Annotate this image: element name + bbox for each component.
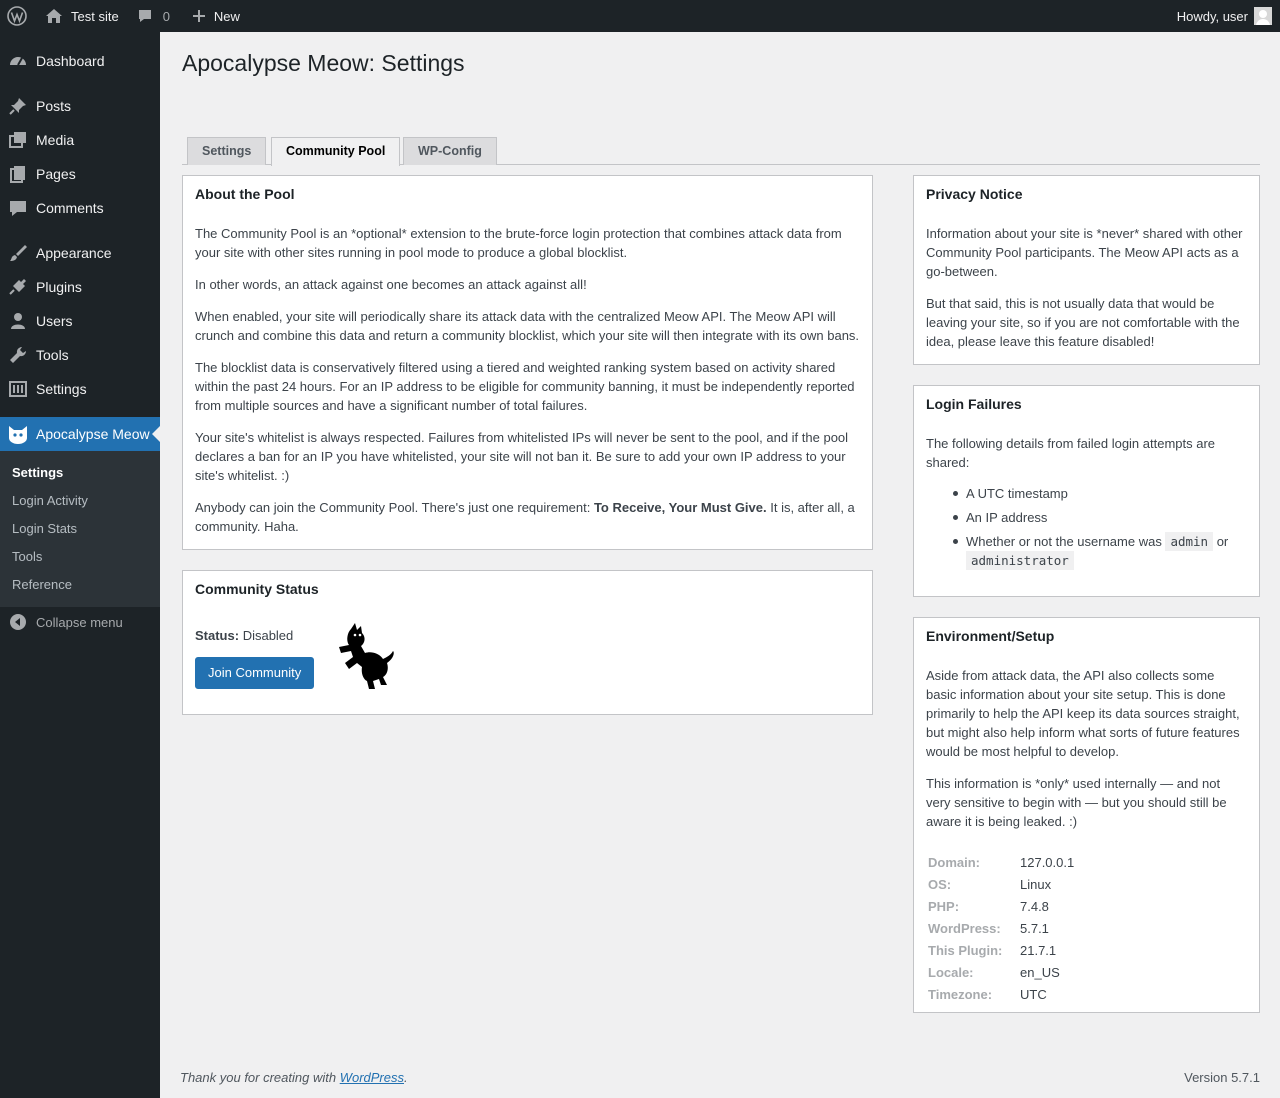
- comments-count: 0: [162, 8, 170, 24]
- code-admin: admin: [1165, 532, 1213, 551]
- list-item-text: Whether or not the username was: [966, 534, 1166, 549]
- pages-icon: [0, 164, 36, 184]
- env-key: This Plugin:: [928, 942, 1003, 958]
- code-administrator: administrator: [966, 551, 1074, 570]
- environment-table: [928, 851, 1074, 1005]
- menu-label: Dashboard: [36, 53, 105, 69]
- menu-settings[interactable]: [0, 372, 160, 406]
- menu-dashboard[interactable]: [0, 44, 160, 78]
- login-failures-list: [966, 484, 1247, 575]
- collapse-menu-button[interactable]: [0, 610, 160, 634]
- menu-label: Appearance: [36, 245, 112, 261]
- privacy-paragraph-1: Information about your site is *never* shared with other Community Pool participants. The Meow API acts as a go-between.: [926, 226, 1243, 279]
- comment-icon: [0, 198, 36, 218]
- menu-label: Apocalypse Meow: [36, 426, 150, 442]
- menu-tools[interactable]: [0, 338, 160, 372]
- menu-comments[interactable]: [0, 191, 160, 225]
- environment-paragraph-2: This information is *only* used internally — and not very sensitive to begin with — but you should still be aware it is being leaked. :): [926, 776, 1227, 829]
- table-row: [928, 873, 1074, 895]
- list-item: An IP address: [966, 508, 1247, 527]
- menu-pages[interactable]: [0, 157, 160, 191]
- submenu-login-activity[interactable]: Login Activity: [12, 493, 88, 508]
- community-status-box: [182, 570, 873, 715]
- list-item: A UTC timestamp: [966, 484, 1247, 503]
- about-paragraph-2: In other words, an attack against one becomes an attack against all!: [195, 277, 587, 292]
- home-icon: [45, 8, 63, 24]
- about-paragraph-4: The blocklist data is conservatively filtered using a tiered and weighted ranking system based on activity shared within the past 24 hours. For an IP address to be eligible for community banning, it must be independently reported from multiple sources and have a significant number of total failures.: [195, 360, 855, 413]
- env-value: 127.0.0.1: [1020, 854, 1075, 870]
- collapse-icon: [0, 614, 36, 630]
- submenu-reference[interactable]: Reference: [12, 577, 72, 592]
- submenu-settings[interactable]: Settings: [12, 465, 64, 480]
- privacy-notice-title: Privacy Notice: [926, 186, 1023, 202]
- about-p6-bold: To Receive, Your Must Give.: [593, 500, 767, 515]
- menu-appearance[interactable]: [0, 236, 160, 270]
- submenu-login-stats[interactable]: Login Stats: [12, 521, 78, 536]
- about-pool-title: About the Pool: [195, 186, 295, 202]
- table-row: [928, 961, 1074, 983]
- comments-link[interactable]: [127, 0, 178, 32]
- login-failures-title: Login Failures: [926, 396, 1022, 412]
- new-label: New: [213, 8, 240, 24]
- comment-bubble-icon: [137, 8, 153, 24]
- about-paragraph-6: [195, 498, 860, 536]
- env-key: Domain:: [928, 854, 980, 870]
- wordpress-logo-icon[interactable]: [0, 0, 37, 32]
- tab-wp-config[interactable]: WP-Config: [403, 137, 497, 165]
- table-row: [928, 917, 1074, 939]
- menu-label: Comments: [36, 200, 104, 216]
- menu-label: Pages: [36, 166, 76, 182]
- settings-icon: [0, 379, 36, 399]
- env-key: WordPress:: [928, 920, 1001, 936]
- login-failures-intro: The following details from failed login attempts are shared:: [926, 436, 1216, 470]
- about-pool-box: [182, 175, 873, 550]
- list-item: [966, 532, 1247, 570]
- menu-users[interactable]: [0, 304, 160, 338]
- footer-thanks-text: Thank you for creating with: [180, 1070, 340, 1085]
- table-row: [928, 851, 1074, 873]
- site-name: Test site: [71, 8, 119, 24]
- footer-version: Version 5.7.1: [1184, 1070, 1260, 1085]
- main-content: [160, 32, 1280, 1098]
- menu-media[interactable]: [0, 123, 160, 157]
- about-paragraph-3: When enabled, your site will periodically share its attack data with the centralized Meow API. The Meow API will crunch and combine this data and return a community blocklist, which your site will then integrate with its own bans.: [195, 309, 860, 343]
- about-p6-text-end: It is, after all, a community. Haha.: [195, 500, 855, 534]
- menu-plugins[interactable]: [0, 270, 160, 304]
- menu-label: Tools: [36, 347, 69, 363]
- environment-paragraph-1: Aside from attack data, the API also collects some basic information about your site setup. This is done primarily to help the API keep its data sources straight, but might also help inform what sorts of future features would be most helpful to develop.: [926, 668, 1240, 759]
- howdy-text: Howdy, user: [1176, 8, 1248, 24]
- status-label: Status:: [195, 628, 240, 643]
- env-value: 7.4.8: [1020, 898, 1049, 914]
- menu-label: Settings: [36, 381, 87, 397]
- env-value: Linux: [1020, 876, 1052, 892]
- wrench-icon: [0, 345, 36, 365]
- table-row: [928, 983, 1074, 1005]
- about-paragraph-1: The Community Pool is an *optional* extension to the brute-force login protection that combines attack data from your site with other sites running in pool mode to produce a global blocklist.: [195, 226, 842, 260]
- footer-thanks: [180, 1070, 408, 1085]
- menu-apocalypse-meow[interactable]: [0, 417, 160, 451]
- tab-bar: [182, 137, 1260, 165]
- env-value: en_US: [1020, 964, 1060, 980]
- menu-label: Users: [36, 313, 73, 329]
- dancing-cat-icon: [331, 623, 397, 694]
- join-community-button[interactable]: Join Community: [195, 657, 314, 689]
- list-item-text: or: [1213, 534, 1229, 549]
- admin-menu: [0, 32, 160, 1098]
- cat-icon: [0, 424, 36, 444]
- user-icon: [0, 311, 36, 331]
- table-row: [928, 939, 1074, 961]
- status-value: Disabled: [242, 628, 294, 643]
- plug-icon: [0, 277, 36, 297]
- menu-posts[interactable]: [0, 89, 160, 123]
- privacy-paragraph-2: But that said, this is not usually data that would be leaving your site, so if you are not comfortable with the idea, please leave this feature disabled!: [926, 296, 1240, 349]
- about-paragraph-5: Your site's whitelist is always respected. Failures from whitelisted IPs will never be sent to the pool, and if the pool declares a ban for an IP you have whitelisted, your site will not ban it. Be sure to add your own IP address to your site's whitelist. :): [195, 430, 849, 483]
- new-content-link[interactable]: [178, 0, 248, 32]
- my-account-link[interactable]: [1177, 7, 1280, 25]
- privacy-notice-box: [913, 175, 1260, 365]
- tab-community-pool[interactable]: Community Pool: [271, 137, 400, 166]
- env-value: UTC: [1020, 986, 1047, 1002]
- brush-icon: [0, 243, 36, 263]
- env-value: 21.7.1: [1020, 942, 1057, 958]
- site-name-link[interactable]: [37, 0, 127, 32]
- menu-label: Posts: [36, 98, 72, 114]
- submenu-tools[interactable]: Tools: [12, 549, 43, 564]
- pin-icon: [0, 96, 36, 116]
- env-key: Locale:: [928, 964, 974, 980]
- avatar: [1254, 7, 1272, 25]
- environment-setup-title: Environment/Setup: [926, 628, 1055, 644]
- wordpress-link[interactable]: WordPress: [339, 1070, 404, 1085]
- footer-thanks-end: .: [404, 1070, 408, 1085]
- about-p6-text: Anybody can join the Community Pool. There's just one requirement:: [195, 500, 594, 515]
- login-failures-box: [913, 385, 1260, 597]
- menu-label: Plugins: [36, 279, 82, 295]
- admin-bar: [0, 0, 1280, 32]
- table-row: [928, 895, 1074, 917]
- plus-icon: [192, 9, 206, 23]
- menu-label: Media: [36, 132, 75, 148]
- dashboard-icon: [0, 51, 36, 71]
- env-value: 5.7.1: [1020, 920, 1049, 936]
- environment-setup-box: [913, 617, 1260, 1013]
- page-title: Apocalypse Meow: Settings: [182, 50, 465, 76]
- community-status-title: Community Status: [195, 581, 319, 597]
- tab-settings[interactable]: Settings: [187, 137, 266, 165]
- media-icon: [0, 130, 36, 150]
- apocalypse-meow-submenu: [0, 451, 160, 607]
- collapse-label: Collapse menu: [36, 614, 123, 630]
- env-key: Timezone:: [928, 986, 993, 1002]
- env-key: OS:: [928, 876, 952, 892]
- status-line: [195, 626, 860, 645]
- env-key: PHP:: [928, 898, 960, 914]
